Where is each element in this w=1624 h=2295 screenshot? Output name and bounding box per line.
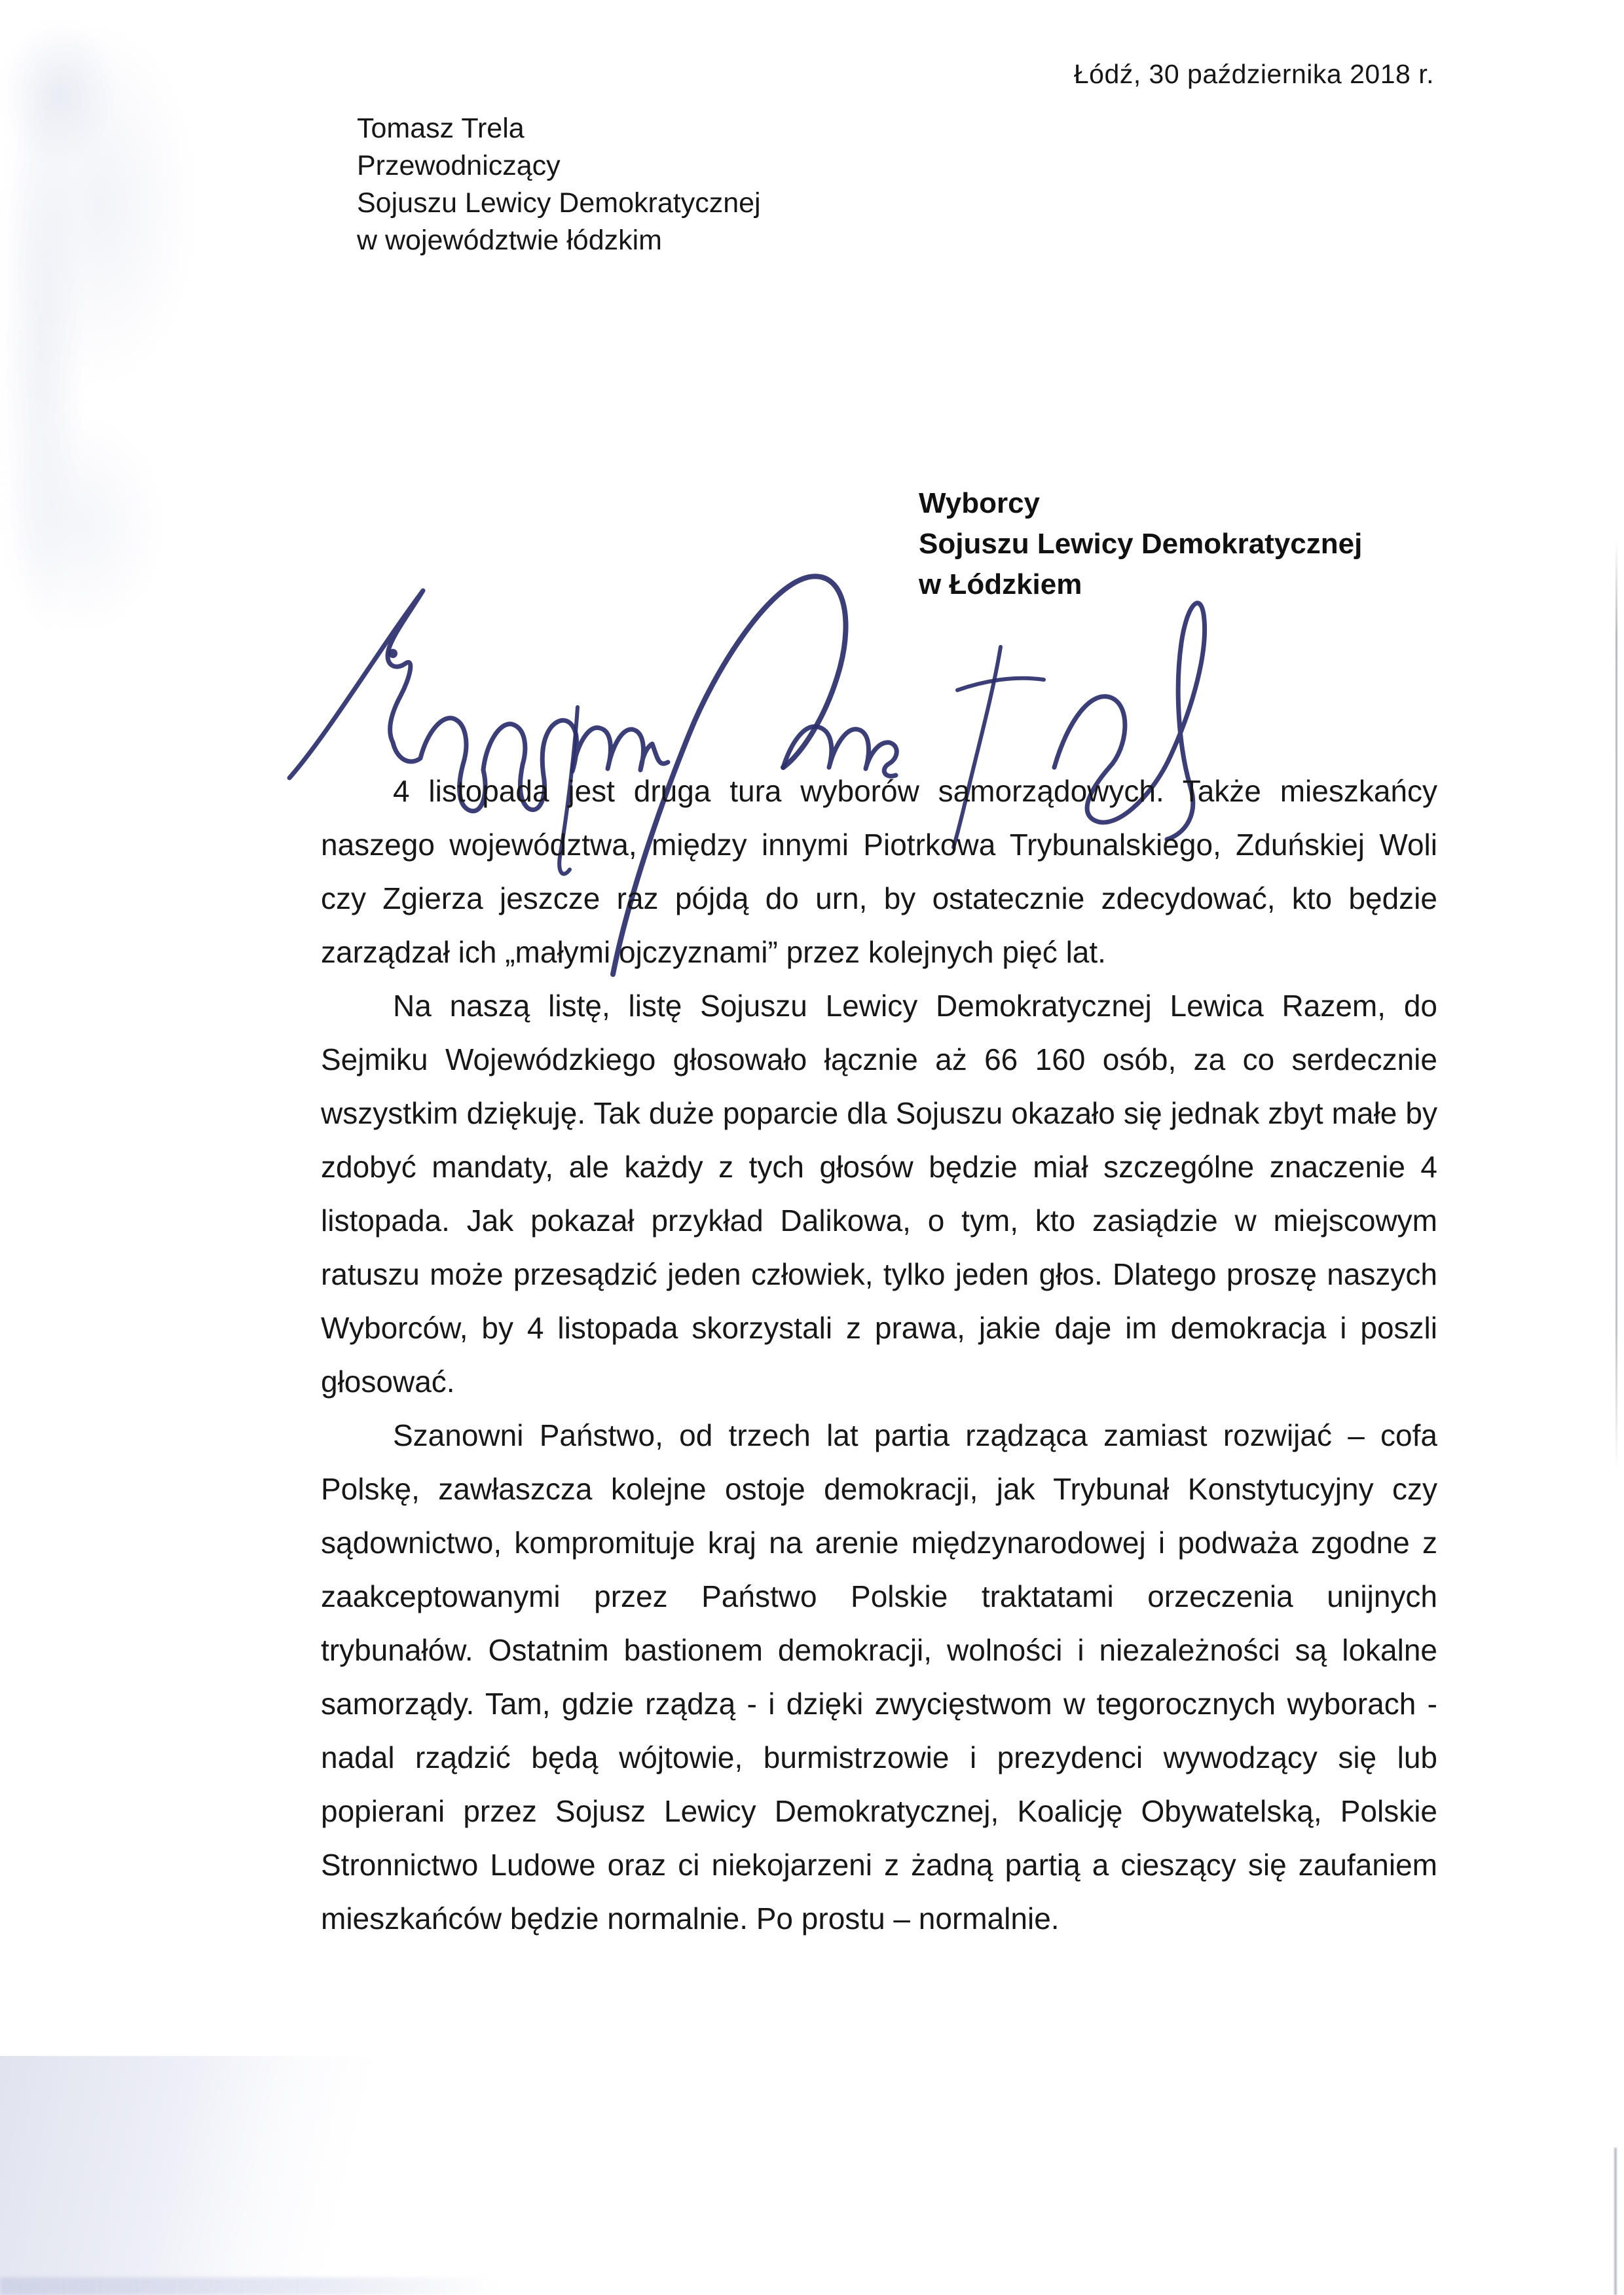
sender-region: w województwie łódzkim <box>357 225 662 256</box>
letter-body <box>321 764 1437 1945</box>
paragraph-3: Szanowni Państwo, od trzech lat partia rządząca zamiast rozwijać – cofa Polskę, zawłaszcza kolejne ostoje demokracji, jak Trybunał Konstytucyjny czy sądownictwo, kompromituje kraj na arenie międzynarodowej i podważa zgodne z zaakceptowanymi przez Państwo Polskie traktatami orzeczenia unijnych trybunałów. Ostatnim bastionem demokracji, wolności i niezależności są lokalne samorządy. Tam, gdzie rządzą - i dzięki zwycięstwom w tegorocznych wyborach - nadal rządzić będą wójtowie, burmistrzowie i prezydenci wywodzący się lub popierani przez Sojusz Lewicy Demokratycznej, Koalicję Obywatelską, Polskie Stronnictwo Ludowe oraz ci niekojarzeni z żadną partią a cieszący się zaufaniem mieszkańców będzie normalnie. Po prostu – normalnie. <box>321 1418 1437 1936</box>
scan-noise-top-left <box>0 20 236 635</box>
addressee-line-3: w Łódzkiem <box>919 568 1082 600</box>
scan-smudge-bottom-left <box>0 2056 471 2295</box>
date-line: Łódź, 30 października 2018 r. <box>1073 59 1434 89</box>
scan-line-right-lower <box>1614 2148 1617 2295</box>
sender-name: Tomasz Trela <box>357 113 525 144</box>
addressee-block <box>919 483 1362 605</box>
sender-organization: Sojuszu Lewicy Demokratycznej <box>357 187 761 219</box>
sender-title: Przewodniczący <box>357 150 561 181</box>
signature-ink-dot <box>388 649 397 658</box>
scan-smudge-bottom-band <box>0 2277 524 2295</box>
signature-stroke-t-crossbar <box>957 678 1044 690</box>
scan-line-right-upper <box>1615 540 1617 1470</box>
paragraph-2: Na naszą listę, listę Sojuszu Lewicy Demokratycznej Lewica Razem, do Sejmiku Wojewódzkiego głosowało łącznie aż 66 160 osób, za co serdecznie wszystkim dziękuję. Tak duże poparcie dla Sojuszu okazało się jednak zbyt małe by zdobyć mandaty, ale każdy z tych głosów będzie miał szczególne znaczenie 4 listopada. Jak pokazał przykład Dalikowa, o tym, kto zasiądzie w miejscowym ratuszu może przesądzić jeden człowiek, tylko jeden głos. Dlatego proszę naszych Wyborców, by 4 listopada skorzystali z prawa, jakie daje im demokracja i poszli głosować. <box>321 989 1437 1399</box>
sender-block <box>357 110 761 259</box>
addressee-line-1: Wyborcy <box>919 487 1041 519</box>
addressee-line-2: Sojuszu Lewicy Demokratycznej <box>919 528 1363 560</box>
paragraph-1: 4 listopada jest druga tura wyborów samorządowych. Także mieszkańcy naszego województwa, między innymi Piotrkowa Trybunalskiego, Zduńskiej Woli czy Zgierza jeszcze raz pójdą do urn, by ostatecznie zdecydować, kto będzie zarządzał ich „małymi ojczyznami” przez kolejnych pięć lat. <box>321 774 1437 969</box>
